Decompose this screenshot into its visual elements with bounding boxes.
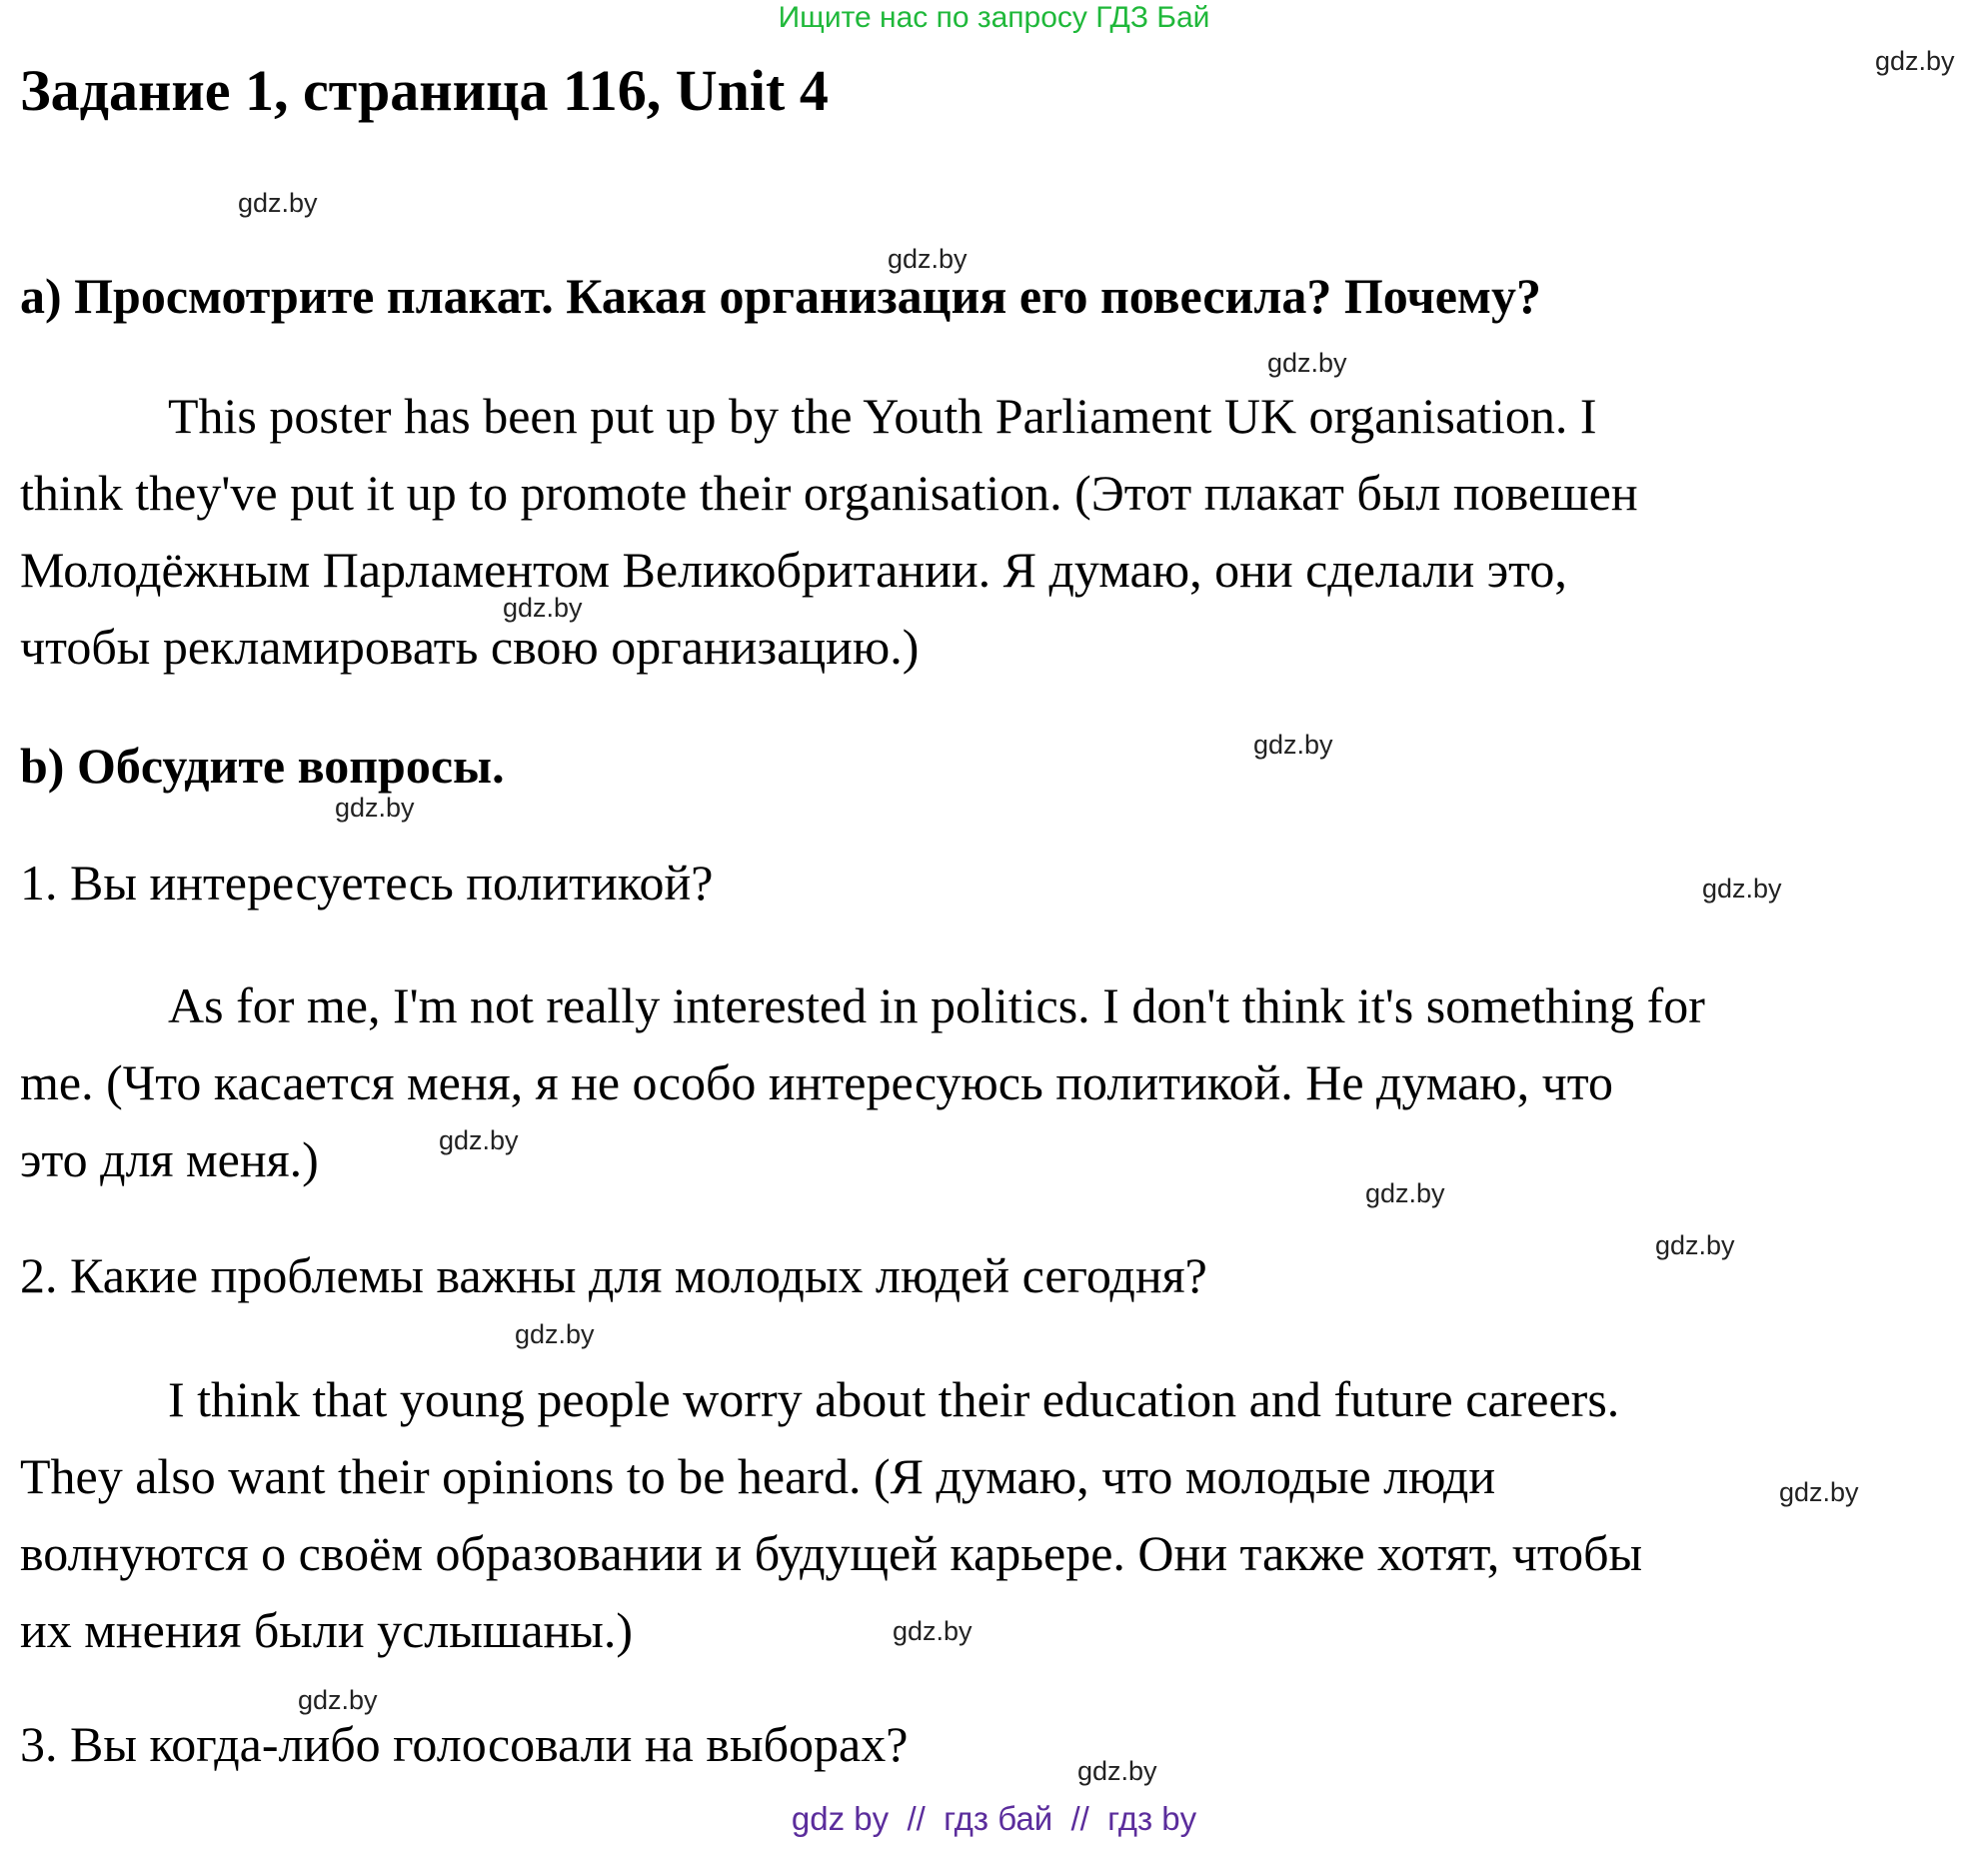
watermark: gdz.by [335, 793, 415, 823]
answer-line: me. (Что касается меня, я не особо интересуюсь политикой. Не думаю, что [20, 1054, 1613, 1110]
watermark: gdz.by [503, 593, 583, 623]
watermark: gdz.by [1365, 1178, 1445, 1208]
answer-line: чтобы рекламировать свою организацию.) [20, 619, 920, 675]
answer-line: Молодёжным Парламентом Великобритании. Я думаю, они сделали это, [20, 542, 1567, 598]
watermark: gdz.by [1253, 730, 1333, 760]
answer-line: This poster has been put up by the Youth Parliament UK organisation. I [168, 388, 1597, 444]
answer-line: They also want their opinions to be heard. (Я думаю, что молодые люди [20, 1448, 1496, 1504]
section-b-heading: b) Обсудите вопросы. [20, 738, 505, 794]
watermark: gdz.by [1875, 46, 1955, 76]
watermark: gdz.by [439, 1125, 519, 1155]
watermark: gdz.by [1702, 874, 1782, 904]
watermark: gdz.by [893, 1616, 973, 1646]
answer-line: think they've put it up to promote their organisation. (Этот плакат был повешен [20, 465, 1638, 521]
top-banner: Ищите нас по запросу ГДЗ Бай [778, 1, 1210, 34]
section-a-heading: a) Просмотрите плакат. Какая организация его повесила? Почему? [20, 268, 1541, 324]
answer-line: их мнения были услышаны.) [20, 1602, 634, 1658]
footer-links: gdz by // гдз бай // гдз by [791, 1800, 1197, 1837]
watermark: gdz.by [238, 188, 318, 218]
question-1: 1. Вы интересуетесь политикой? [20, 855, 714, 911]
question-2: 2. Какие проблемы важны для молодых людей сегодня? [20, 1247, 1207, 1303]
answer-line: As for me, I'm not really interested in politics. I don't think it's something for [168, 977, 1705, 1033]
watermark: gdz.by [1267, 348, 1347, 378]
watermark: gdz.by [1077, 1756, 1157, 1786]
watermark: gdz.by [1779, 1477, 1859, 1507]
question-3: 3. Вы когда-либо голосовали на выборах? [20, 1716, 909, 1772]
answer-2 [20, 1361, 1969, 1669]
answer-line: I think that young people worry about their education and future careers. [168, 1371, 1620, 1427]
answer-line: волнуются о своём образовании и будущей карьере. Они также хотят, чтобы [20, 1525, 1643, 1581]
watermark: gdz.by [1655, 1230, 1735, 1260]
watermark: gdz.by [515, 1319, 595, 1349]
answer-1 [20, 967, 1969, 1198]
watermark: gdz.by [888, 244, 968, 274]
page-title: Задание 1, страница 116, Unit 4 [20, 58, 829, 123]
watermark: gdz.by [298, 1685, 378, 1715]
section-a-answer [20, 378, 1969, 686]
answer-line: это для меня.) [20, 1131, 319, 1187]
